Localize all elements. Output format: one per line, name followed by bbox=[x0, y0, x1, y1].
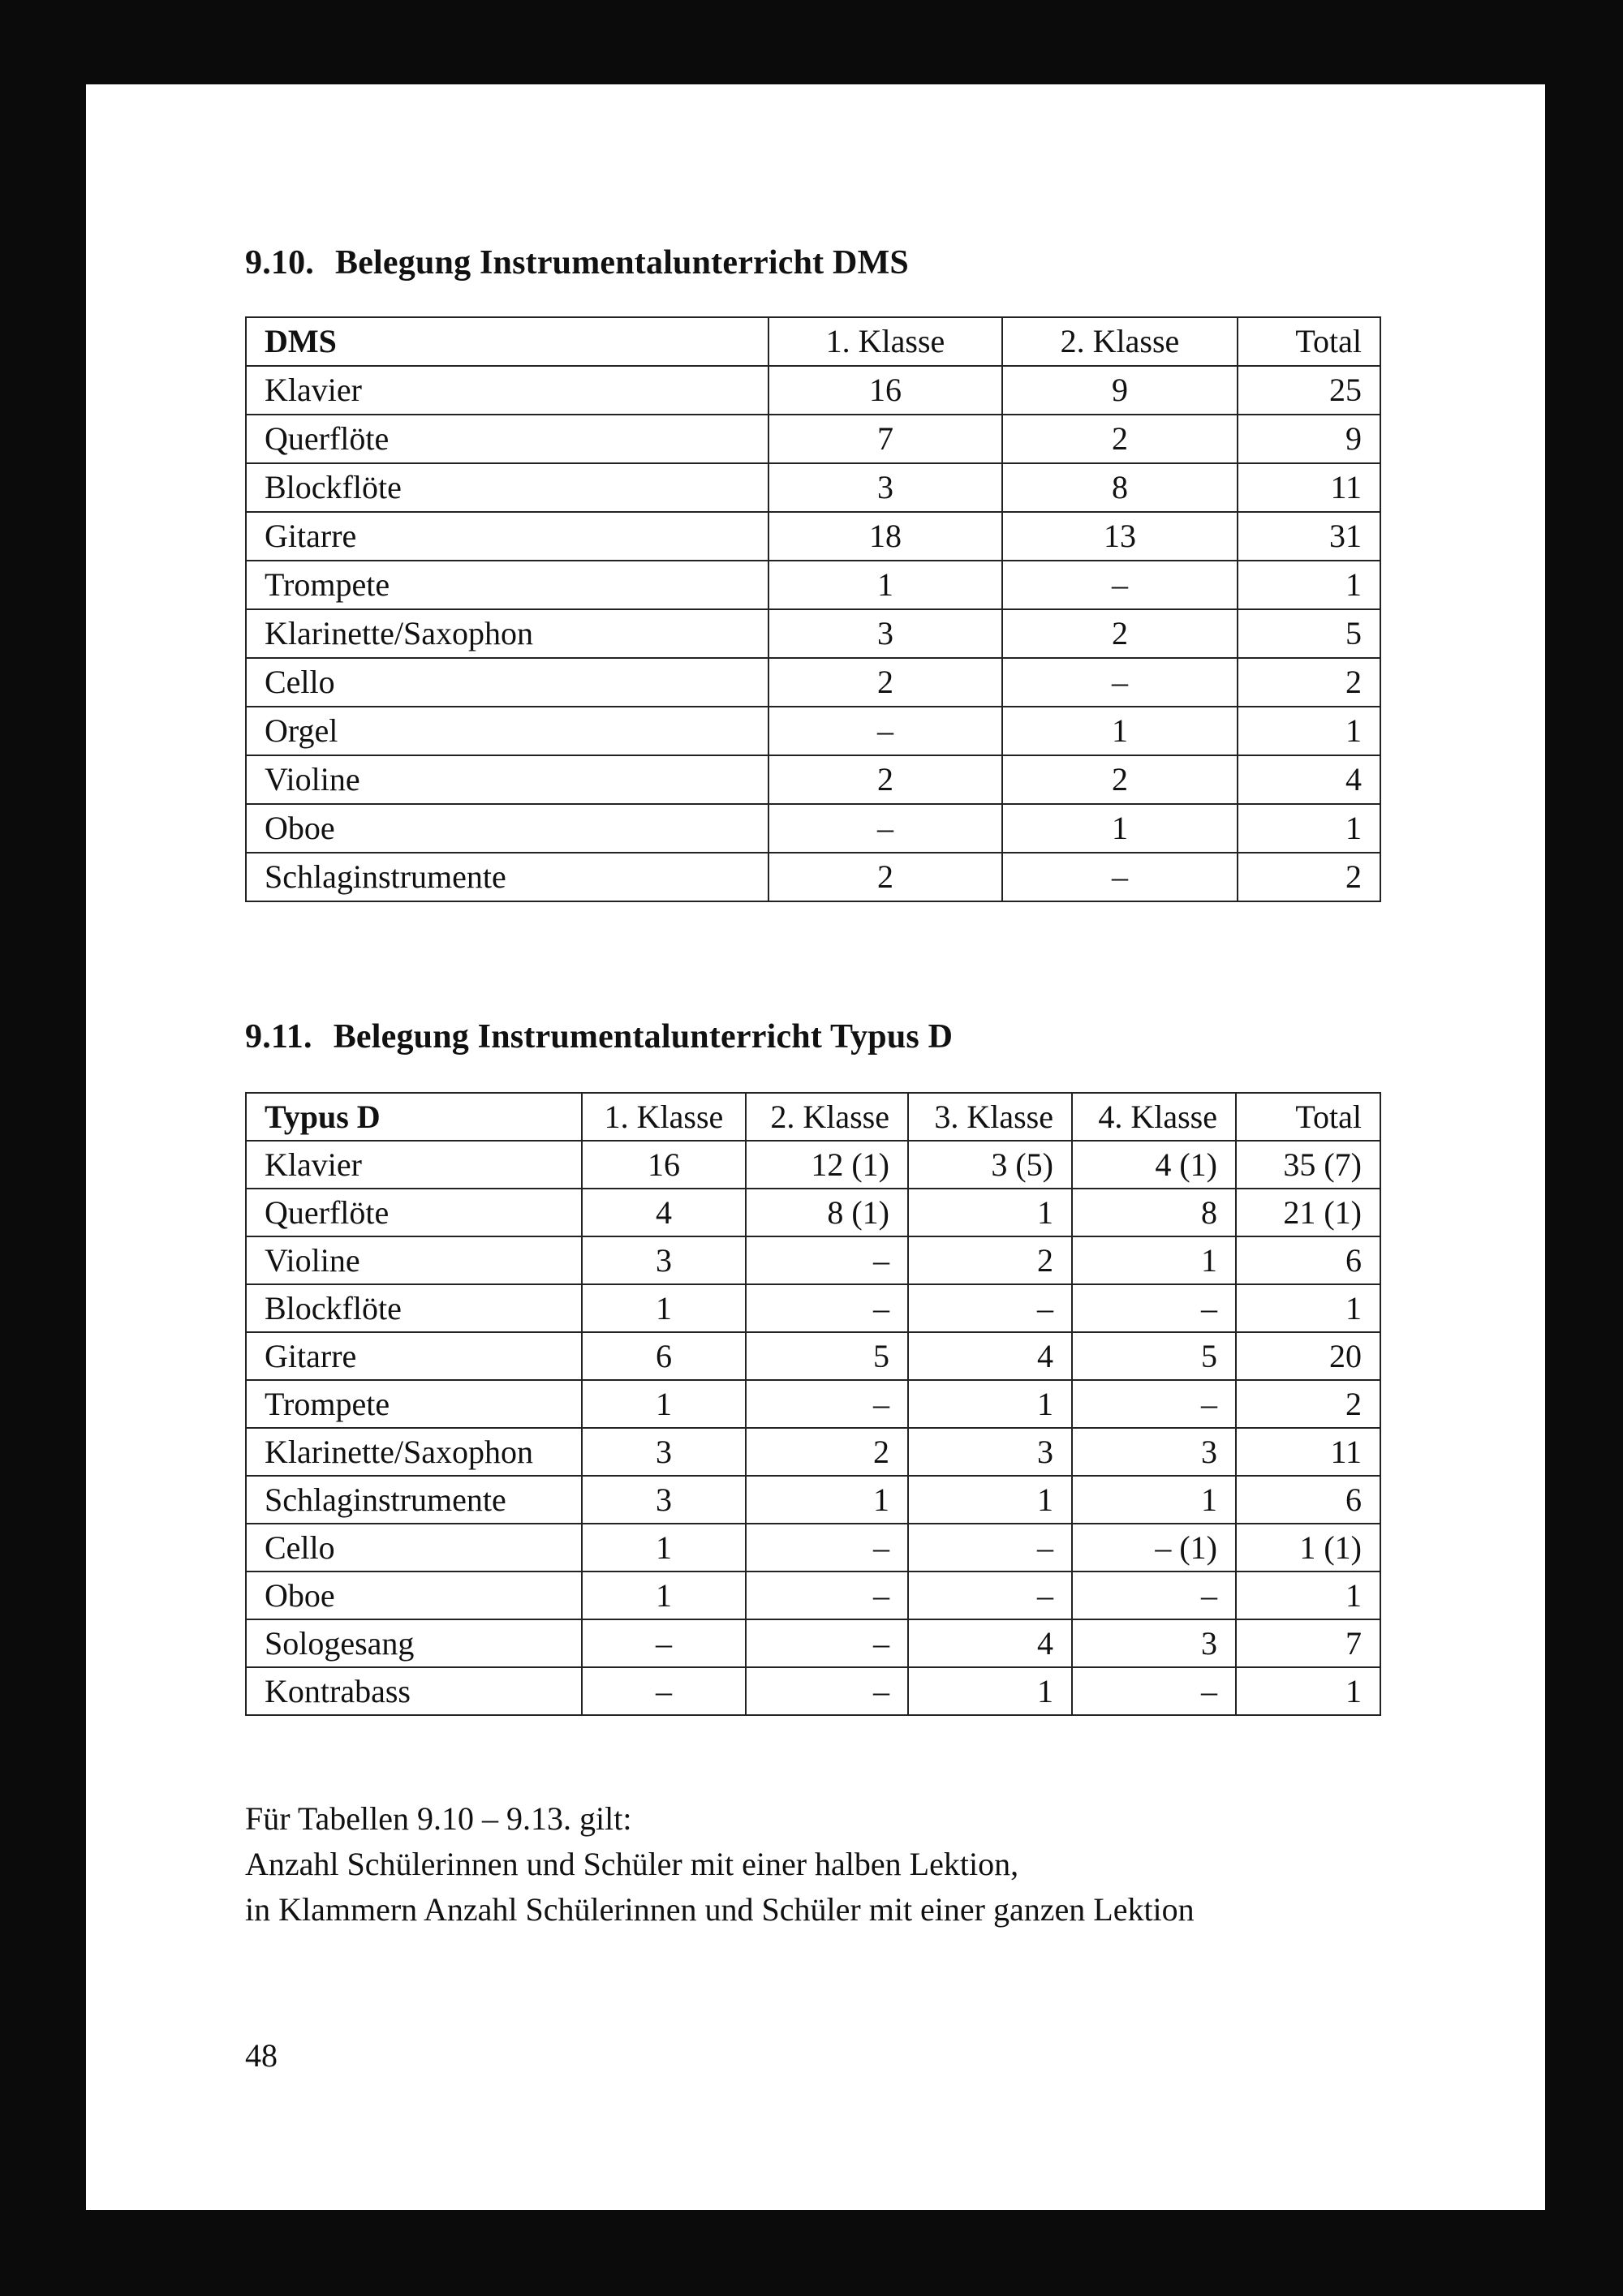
count-cell: 25 bbox=[1238, 366, 1380, 415]
table-row bbox=[246, 707, 1380, 755]
count-cell: 3 bbox=[768, 609, 1002, 658]
column-header: 4. Klasse bbox=[1072, 1093, 1236, 1141]
count-cell: 16 bbox=[582, 1141, 746, 1189]
instrument-name: Klavier bbox=[246, 1141, 582, 1189]
count-cell: 3 bbox=[582, 1236, 746, 1284]
instrument-name: Trompete bbox=[246, 561, 768, 609]
instrument-name: Schlaginstrumente bbox=[246, 1476, 582, 1524]
count-cell: – bbox=[908, 1284, 1072, 1332]
table-note bbox=[245, 1796, 1195, 1933]
instrument-name: Blockflöte bbox=[246, 1284, 582, 1332]
section-title: Belegung Instrumentalunterricht Typus D bbox=[333, 1018, 954, 1056]
table-typus-d bbox=[245, 1092, 1381, 1716]
count-cell: 9 bbox=[1238, 415, 1380, 463]
count-cell: – bbox=[1072, 1667, 1236, 1715]
instrument-name: Cello bbox=[246, 658, 768, 707]
count-cell: 1 bbox=[908, 1476, 1072, 1524]
table-header-row bbox=[246, 1093, 1380, 1141]
count-cell: 18 bbox=[768, 512, 1002, 561]
table-row bbox=[246, 1667, 1380, 1715]
table-row bbox=[246, 1619, 1380, 1667]
instrument-name: Querflöte bbox=[246, 1189, 582, 1236]
count-cell: 21 (1) bbox=[1236, 1189, 1380, 1236]
count-cell: 2 bbox=[1002, 609, 1238, 658]
count-cell: 12 (1) bbox=[746, 1141, 908, 1189]
count-cell: 3 bbox=[1072, 1428, 1236, 1476]
table-row bbox=[246, 804, 1380, 853]
column-header: Total bbox=[1236, 1093, 1380, 1141]
instrument-name: Querflöte bbox=[246, 415, 768, 463]
table-row bbox=[246, 1189, 1380, 1236]
table-row bbox=[246, 1572, 1380, 1619]
count-cell: 1 bbox=[1236, 1667, 1380, 1715]
count-cell: 1 bbox=[768, 561, 1002, 609]
count-cell: 1 bbox=[582, 1380, 746, 1428]
count-cell: 3 bbox=[768, 463, 1002, 512]
count-cell: – bbox=[908, 1572, 1072, 1619]
count-cell: 2 bbox=[1238, 853, 1380, 901]
heading-table-9-11 bbox=[245, 1017, 953, 1056]
section-title: Belegung Instrumentalunterricht DMS bbox=[335, 244, 909, 282]
count-cell: 1 bbox=[582, 1572, 746, 1619]
count-cell: 4 bbox=[908, 1619, 1072, 1667]
table-row bbox=[246, 1236, 1380, 1284]
count-cell: – bbox=[1002, 561, 1238, 609]
count-cell: 1 bbox=[1072, 1476, 1236, 1524]
table-row bbox=[246, 1332, 1380, 1380]
count-cell: 1 bbox=[908, 1380, 1072, 1428]
instrument-name: Violine bbox=[246, 755, 768, 804]
count-cell: 1 bbox=[908, 1189, 1072, 1236]
count-cell: 2 bbox=[1002, 755, 1238, 804]
table-dms-body bbox=[246, 317, 1380, 901]
section-number: 9.10. bbox=[245, 244, 314, 282]
count-cell: 5 bbox=[746, 1332, 908, 1380]
instrument-name: Cello bbox=[246, 1524, 582, 1572]
table-row bbox=[246, 1380, 1380, 1428]
count-cell: 16 bbox=[768, 366, 1002, 415]
count-cell: 4 (1) bbox=[1072, 1141, 1236, 1189]
count-cell: 2 bbox=[1236, 1380, 1380, 1428]
instrument-name: Gitarre bbox=[246, 1332, 582, 1380]
count-cell: 2 bbox=[1002, 415, 1238, 463]
column-header: Total bbox=[1238, 317, 1380, 366]
instrument-name: Sologesang bbox=[246, 1619, 582, 1667]
note-line: Für Tabellen 9.10 – 9.13. gilt: bbox=[245, 1800, 632, 1837]
table-row bbox=[246, 658, 1380, 707]
table-row bbox=[246, 1428, 1380, 1476]
instrument-name: Oboe bbox=[246, 804, 768, 853]
count-cell: 11 bbox=[1238, 463, 1380, 512]
table-title-cell: DMS bbox=[246, 317, 768, 366]
instrument-name: Klarinette/Saxophon bbox=[246, 609, 768, 658]
count-cell: – bbox=[1002, 853, 1238, 901]
heading-table-9-10 bbox=[245, 243, 909, 282]
count-cell: 20 bbox=[1236, 1332, 1380, 1380]
instrument-name: Kontrabass bbox=[246, 1667, 582, 1715]
count-cell: 8 (1) bbox=[746, 1189, 908, 1236]
count-cell: 2 bbox=[768, 853, 1002, 901]
count-cell: – bbox=[908, 1524, 1072, 1572]
count-cell: – bbox=[746, 1619, 908, 1667]
count-cell: – (1) bbox=[1072, 1524, 1236, 1572]
page-number: 48 bbox=[245, 2037, 278, 2074]
instrument-name: Violine bbox=[246, 1236, 582, 1284]
instrument-name: Klarinette/Saxophon bbox=[246, 1428, 582, 1476]
count-cell: 5 bbox=[1072, 1332, 1236, 1380]
count-cell: 3 (5) bbox=[908, 1141, 1072, 1189]
count-cell: 6 bbox=[1236, 1476, 1380, 1524]
count-cell: – bbox=[746, 1236, 908, 1284]
table-row bbox=[246, 609, 1380, 658]
count-cell: – bbox=[582, 1667, 746, 1715]
table-row bbox=[246, 512, 1380, 561]
count-cell: 3 bbox=[582, 1476, 746, 1524]
count-cell: – bbox=[768, 707, 1002, 755]
count-cell: – bbox=[1002, 658, 1238, 707]
count-cell: 2 bbox=[908, 1236, 1072, 1284]
table-row bbox=[246, 1284, 1380, 1332]
count-cell: 31 bbox=[1238, 512, 1380, 561]
count-cell: 1 bbox=[1002, 804, 1238, 853]
table-row bbox=[246, 853, 1380, 901]
count-cell: 2 bbox=[768, 658, 1002, 707]
column-header: 1. Klasse bbox=[768, 317, 1002, 366]
count-cell: 7 bbox=[768, 415, 1002, 463]
instrument-name: Blockflöte bbox=[246, 463, 768, 512]
table-typus-d-body bbox=[246, 1093, 1380, 1715]
column-header: 2. Klasse bbox=[746, 1093, 908, 1141]
table-row bbox=[246, 366, 1380, 415]
table-row bbox=[246, 755, 1380, 804]
count-cell: 35 (7) bbox=[1236, 1141, 1380, 1189]
table-header-row bbox=[246, 317, 1380, 366]
count-cell: 1 bbox=[582, 1524, 746, 1572]
count-cell: 4 bbox=[582, 1189, 746, 1236]
count-cell: 5 bbox=[1238, 609, 1380, 658]
count-cell: 3 bbox=[582, 1428, 746, 1476]
count-cell: 1 bbox=[1002, 707, 1238, 755]
count-cell: 4 bbox=[908, 1332, 1072, 1380]
table-title-cell: Typus D bbox=[246, 1093, 582, 1141]
count-cell: – bbox=[746, 1380, 908, 1428]
count-cell: 3 bbox=[1072, 1619, 1236, 1667]
count-cell: 1 bbox=[582, 1284, 746, 1332]
count-cell: 1 bbox=[908, 1667, 1072, 1715]
count-cell: 13 bbox=[1002, 512, 1238, 561]
instrument-name: Orgel bbox=[246, 707, 768, 755]
count-cell: – bbox=[1072, 1284, 1236, 1332]
count-cell: 2 bbox=[746, 1428, 908, 1476]
count-cell: 1 bbox=[1238, 561, 1380, 609]
count-cell: 3 bbox=[908, 1428, 1072, 1476]
table-row bbox=[246, 463, 1380, 512]
count-cell: 8 bbox=[1072, 1189, 1236, 1236]
count-cell: 1 bbox=[746, 1476, 908, 1524]
count-cell: 2 bbox=[768, 755, 1002, 804]
table-row bbox=[246, 415, 1380, 463]
instrument-name: Gitarre bbox=[246, 512, 768, 561]
count-cell: 11 bbox=[1236, 1428, 1380, 1476]
column-header: 3. Klasse bbox=[908, 1093, 1072, 1141]
note-line: in Klammern Anzahl Schülerinnen und Schüler mit einer ganzen Lektion bbox=[245, 1891, 1195, 1928]
count-cell: 9 bbox=[1002, 366, 1238, 415]
column-header: 2. Klasse bbox=[1002, 317, 1238, 366]
document-page bbox=[86, 84, 1545, 2210]
instrument-name: Oboe bbox=[246, 1572, 582, 1619]
table-row bbox=[246, 1476, 1380, 1524]
count-cell: 1 bbox=[1236, 1284, 1380, 1332]
count-cell: 8 bbox=[1002, 463, 1238, 512]
count-cell: 6 bbox=[582, 1332, 746, 1380]
count-cell: 1 bbox=[1238, 707, 1380, 755]
count-cell: – bbox=[1072, 1572, 1236, 1619]
count-cell: 2 bbox=[1238, 658, 1380, 707]
note-line: Anzahl Schülerinnen und Schüler mit einer halben Lektion, bbox=[245, 1846, 1019, 1882]
count-cell: 1 bbox=[1236, 1572, 1380, 1619]
count-cell: 1 (1) bbox=[1236, 1524, 1380, 1572]
instrument-name: Trompete bbox=[246, 1380, 582, 1428]
column-header: 1. Klasse bbox=[582, 1093, 746, 1141]
count-cell: – bbox=[746, 1667, 908, 1715]
count-cell: 7 bbox=[1236, 1619, 1380, 1667]
count-cell: – bbox=[1072, 1380, 1236, 1428]
table-row bbox=[246, 561, 1380, 609]
count-cell: 1 bbox=[1238, 804, 1380, 853]
instrument-name: Schlaginstrumente bbox=[246, 853, 768, 901]
count-cell: – bbox=[746, 1572, 908, 1619]
table-row bbox=[246, 1524, 1380, 1572]
section-number: 9.11. bbox=[245, 1018, 312, 1056]
table-dms bbox=[245, 316, 1381, 902]
count-cell: 4 bbox=[1238, 755, 1380, 804]
instrument-name: Klavier bbox=[246, 366, 768, 415]
count-cell: – bbox=[746, 1524, 908, 1572]
count-cell: – bbox=[582, 1619, 746, 1667]
table-row bbox=[246, 1141, 1380, 1189]
count-cell: 6 bbox=[1236, 1236, 1380, 1284]
count-cell: 1 bbox=[1072, 1236, 1236, 1284]
count-cell: – bbox=[746, 1284, 908, 1332]
count-cell: – bbox=[768, 804, 1002, 853]
